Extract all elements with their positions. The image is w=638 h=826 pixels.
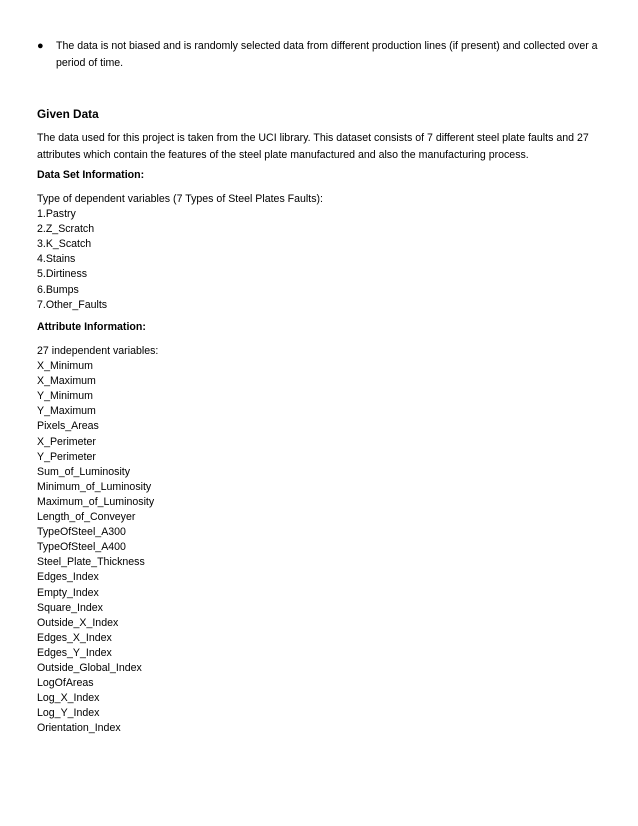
dataset-info-list xyxy=(37,192,323,313)
list-item: Maximum_of_Luminosity xyxy=(37,495,155,508)
list-item: 1.Pastry xyxy=(37,208,76,221)
bullet-icon: ● xyxy=(37,40,44,52)
list-item: Y_Minimum xyxy=(37,390,93,403)
list-item: 5.Dirtiness xyxy=(37,268,88,281)
attribute-info-list xyxy=(37,344,158,736)
list-item: Steel_Plate_Thickness xyxy=(37,556,145,569)
list-item: Sum_of_Luminosity xyxy=(37,465,131,478)
list-item: X_Perimeter xyxy=(37,435,96,448)
list-item: 2.Z_Scratch xyxy=(37,223,95,236)
attribute-info-heading: Attribute Information: xyxy=(37,321,146,333)
list-item: X_Maximum xyxy=(37,375,96,388)
list-item: 3.K_Scatch xyxy=(37,238,92,251)
list-item: Outside_X_Index xyxy=(37,616,119,629)
list-item: Edges_X_Index xyxy=(37,631,112,644)
list-item: Minimum_of_Luminosity xyxy=(37,480,152,493)
list-item: Empty_Index xyxy=(37,586,99,599)
list-item: LogOfAreas xyxy=(37,677,94,690)
list-item: Outside_Global_Index xyxy=(37,661,142,674)
list-item: Pixels_Areas xyxy=(37,420,99,433)
list-item: Y_Perimeter xyxy=(37,450,96,463)
list-item: Square_Index xyxy=(37,601,103,614)
bullet-text: The data is not biased and is randomly selected data from different production lines (if present) and collected over a period of time. xyxy=(56,40,598,69)
list-item: Y_Maximum xyxy=(37,405,96,418)
given-data-paragraph: The data used for this project is taken from the UCI library. This dataset consists of 7 different steel plate faults and 27 attributes which contain the features of the steel plate manufactured and also the manufacturing process. xyxy=(37,132,589,161)
list-item: Edges_Y_Index xyxy=(37,646,112,659)
list-item: 27 independent variables: xyxy=(37,345,159,357)
list-item: TypeOfSteel_A400 xyxy=(37,541,126,554)
dataset-info-heading: Data Set Information: xyxy=(37,169,145,181)
list-item: 6.Bumps xyxy=(37,283,79,296)
list-item: Orientation_Index xyxy=(37,722,121,735)
bullet-item xyxy=(37,38,612,72)
list-item: Edges_Index xyxy=(37,571,99,584)
list-item: Type of dependent variables (7 Types of Steel Plates Faults): xyxy=(37,193,323,205)
list-item: TypeOfSteel_A300 xyxy=(37,526,126,539)
list-item: X_Minimum xyxy=(37,360,93,373)
list-item: 4.Stains xyxy=(37,253,76,266)
list-item: Length_of_Conveyer xyxy=(37,511,136,524)
list-item: Log_Y_Index xyxy=(37,707,100,720)
list-item: Log_X_Index xyxy=(37,692,100,705)
list-item: 7.Other_Faults xyxy=(37,298,108,311)
section-heading-given-data: Given Data xyxy=(37,107,99,121)
